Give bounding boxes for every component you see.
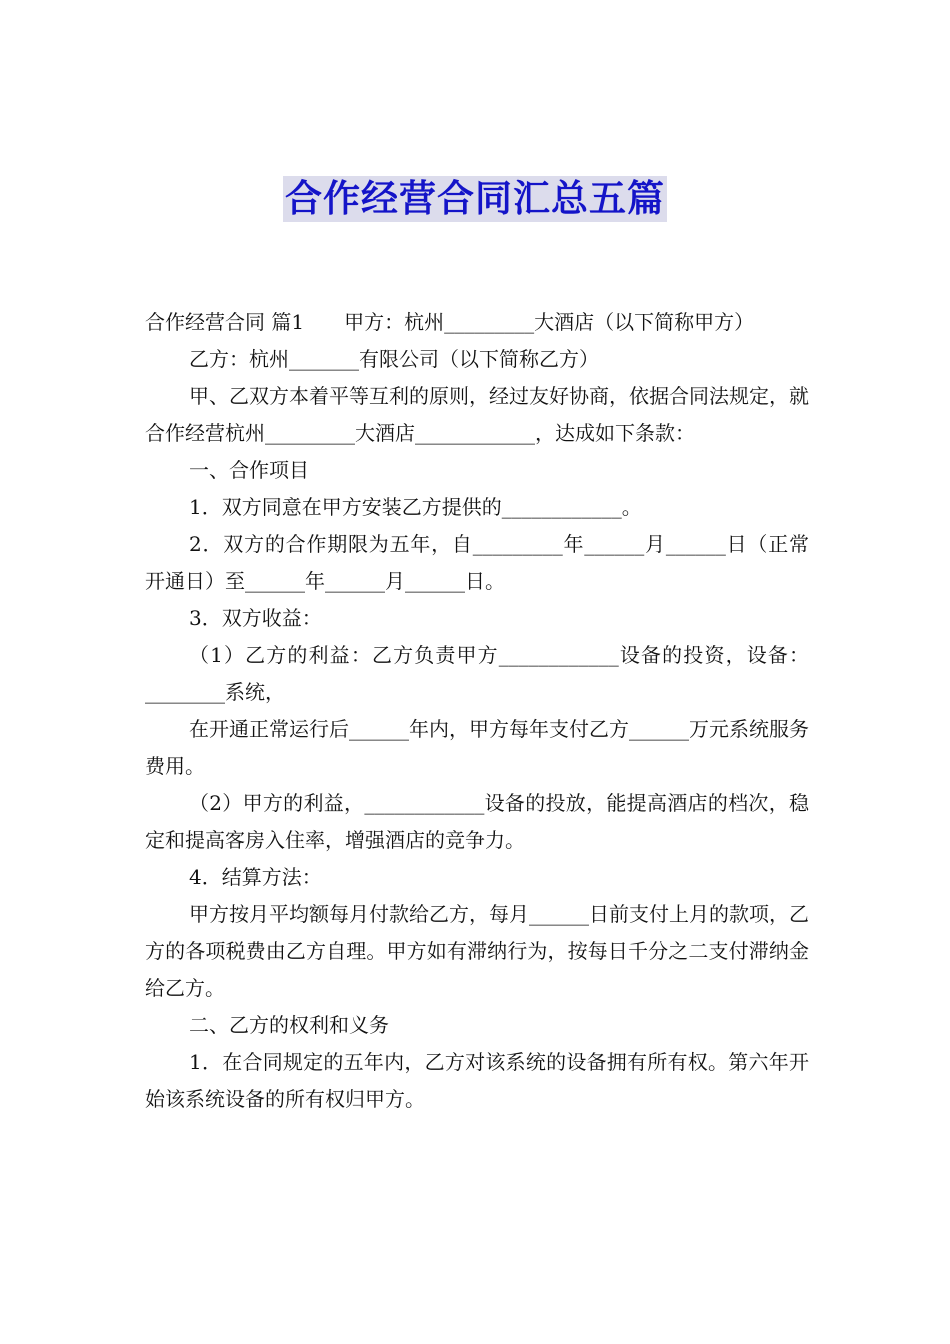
- paragraph: 1．在合同规定的五年内，乙方对该系统的设备拥有所有权。第六年开始该系统设备的所有权归甲方。: [145, 1050, 809, 1111]
- document-body: [145, 304, 809, 1118]
- paragraph: 一、合作项目: [189, 458, 309, 482]
- paragraph: 二、乙方的权利和义务: [189, 1013, 389, 1037]
- paragraph: 2．双方的合作期限为五年，自_________年______月______日（正常开通日）至______年______月______日。: [145, 532, 809, 593]
- paragraph: 甲、乙双方本着平等互利的原则，经过友好协商，依据合同法规定，就合作经营杭州_________大酒店____________，达成如下条款：: [145, 384, 809, 445]
- paragraph: 甲方按月平均额每月付款给乙方，每月______日前支付上月的款项，乙方的各项税费由乙方自理。甲方如有滞纳行为，按每日千分之二支付滞纳金给乙方。: [145, 902, 809, 1000]
- paragraph: 4．结算方法：: [189, 865, 322, 889]
- paragraph: 在开通正常运行后______年内，甲方每年支付乙方______万元系统服务费用。: [145, 717, 809, 778]
- paragraph: （1）乙方的利益：乙方负责甲方____________设备的投资，设备：________系统，: [145, 643, 809, 704]
- paragraph: 乙方：杭州_______有限公司（以下简称乙方）: [189, 347, 599, 371]
- title-container: [0, 176, 950, 222]
- section-heading-1: 合作经营合同 篇1: [145, 310, 305, 334]
- paragraph: 3．双方收益：: [189, 606, 322, 630]
- paragraph: （2）甲方的利益，____________设备的投放，能提高酒店的档次，稳定和提高客房入住率，增强酒店的竞争力。: [145, 791, 809, 852]
- paragraph-intro: [145, 304, 809, 341]
- paragraph: 1．双方同意在甲方安装乙方提供的____________。: [189, 495, 642, 519]
- document-title: 合作经营合同汇总五篇: [285, 177, 665, 220]
- party-a-line: 甲方：杭州_________大酒店（以下简称甲方）: [344, 310, 755, 334]
